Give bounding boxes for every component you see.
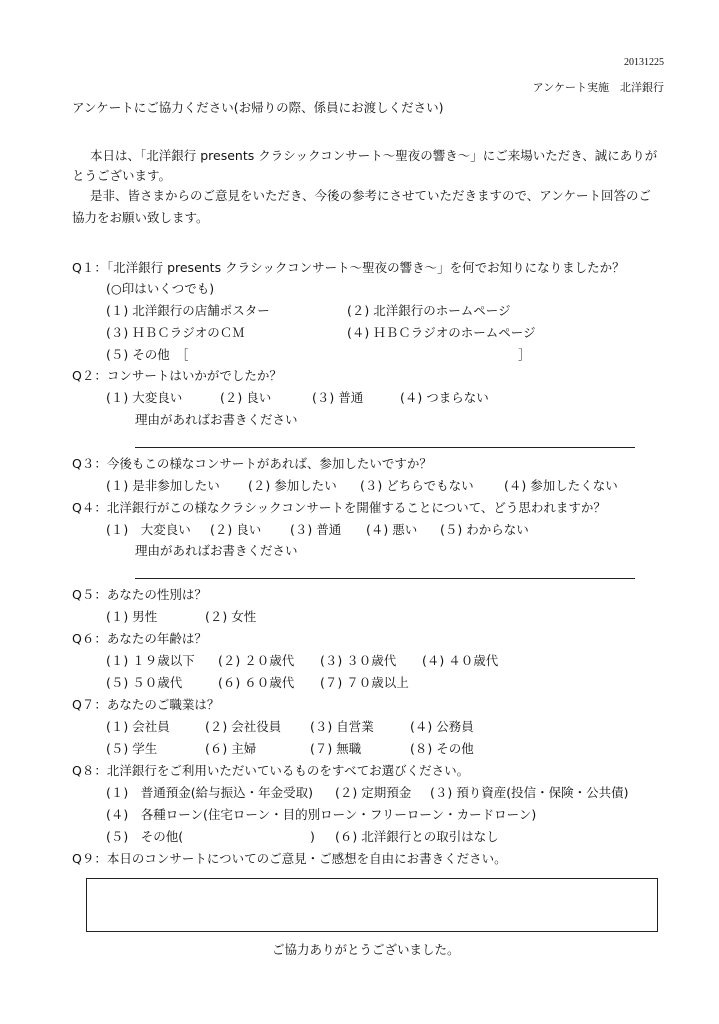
q6-option-6[interactable]: (６) ６０歳代 bbox=[218, 675, 295, 690]
q7-option-3[interactable]: (３) 自営業 bbox=[310, 719, 374, 734]
q2-option-4[interactable]: (４) つまらない bbox=[400, 390, 489, 405]
q6-question: Q６：あなたの年齢は？ bbox=[72, 631, 207, 646]
q4-option-3[interactable]: (３) 普通 bbox=[290, 522, 342, 537]
q9-question: Q９：本日のコンサートについてのご意見・ご感想を自由にお書きください。 bbox=[72, 851, 507, 866]
q6-option-7[interactable]: (７) ７０歳以上 bbox=[320, 675, 409, 690]
q1-option-2[interactable]: (２) 北洋銀行のホームページ bbox=[347, 303, 511, 318]
q3-option-4[interactable]: (４) 参加したくない bbox=[504, 478, 618, 493]
q4-option-5[interactable]: (５) わからない bbox=[440, 522, 529, 537]
intro-paragraph-2-line-1: 是非、皆さまからのご意見をいただき、今後の参考にさせていただきますので、アンケート回答のご bbox=[90, 188, 652, 203]
q8-option-5[interactable]: (５) その他( bbox=[106, 829, 184, 844]
survey-organizer: アンケート実施 北洋銀行 bbox=[532, 81, 664, 94]
q7-option-6[interactable]: (６) 主婦 bbox=[205, 741, 257, 756]
thank-you-message: ご協力ありがとうございました。 bbox=[272, 942, 460, 957]
q8-question: Q８：北洋銀行をご利用いただいているものをすべてお選びください。 bbox=[72, 763, 470, 778]
q4-question: Q４：北洋銀行がこの様なクラシックコンサートを開催することについて、どう思われますか？ bbox=[72, 500, 606, 515]
q8-option-3[interactable]: (３) 預り資産(投信・保険・公共債) bbox=[430, 785, 629, 800]
q4-reason-line[interactable] bbox=[135, 578, 635, 579]
q7-option-1[interactable]: (１) 会社員 bbox=[106, 719, 170, 734]
q8-option-6[interactable]: (６) 北洋銀行との取引はなし bbox=[335, 829, 499, 844]
q3-option-2[interactable]: (２) 参加したい bbox=[248, 478, 337, 493]
q2-option-2[interactable]: (２) 良い bbox=[220, 390, 272, 405]
q6-option-5[interactable]: (５) ５０歳代 bbox=[106, 675, 183, 690]
survey-instruction: アンケートにご協力ください(お帰りの際、係員にお渡しください) bbox=[72, 100, 444, 115]
q7-question: Q７：あなたのご職業は？ bbox=[72, 697, 220, 712]
q7-option-8[interactable]: (８) その他 bbox=[410, 741, 474, 756]
q1-option-3[interactable]: (３) ＨＢＣラジオのＣＭ bbox=[106, 325, 245, 340]
q8-option-2[interactable]: (２) 定期預金 bbox=[335, 785, 412, 800]
q1-option-4[interactable]: (４) ＨＢＣラジオのホームページ bbox=[347, 325, 536, 340]
q7-option-2[interactable]: (２) 会社役員 bbox=[205, 719, 282, 734]
q7-option-5[interactable]: (５) 学生 bbox=[106, 741, 158, 756]
intro-paragraph-2-line-2: 協力をお願い致します。 bbox=[72, 210, 209, 225]
q3-option-3[interactable]: (３) どちらでもない bbox=[360, 478, 474, 493]
survey-date: 20131225 bbox=[624, 57, 664, 68]
q6-option-3[interactable]: (３) ３０歳代 bbox=[320, 653, 397, 668]
intro-paragraph-1-line-2: とうございます。 bbox=[72, 168, 172, 183]
q5-question: Q５：あなたの性別は？ bbox=[72, 587, 207, 602]
intro-paragraph-1-line-1: 本日は、「北洋銀行 presents クラシックコンサート〜聖夜の響き〜」にご来場いただき、誠にありが bbox=[90, 148, 658, 163]
q4-option-4[interactable]: (４) 悪い bbox=[366, 522, 418, 537]
q6-option-2[interactable]: (２) ２０歳代 bbox=[218, 653, 295, 668]
q1-option-5-close-bracket: ］ bbox=[518, 347, 531, 362]
q6-option-4[interactable]: (４) ４０歳代 bbox=[422, 653, 499, 668]
q5-option-2[interactable]: (２) 女性 bbox=[205, 609, 257, 624]
q1-option-5[interactable]: (５) その他 ［ bbox=[106, 347, 189, 362]
q6-option-1[interactable]: (１) １９歳以下 bbox=[106, 653, 195, 668]
q9-comment-box[interactable] bbox=[86, 878, 658, 932]
q4-option-2[interactable]: (２) 良い bbox=[210, 522, 262, 537]
q2-reason-line[interactable] bbox=[135, 447, 635, 448]
q7-option-4[interactable]: (４) 公務員 bbox=[410, 719, 474, 734]
q4-option-1[interactable]: (１) 大変良い bbox=[106, 522, 191, 537]
q4-reason-label: 理由があればお書きください bbox=[135, 543, 298, 558]
q1-option-1[interactable]: (１) 北洋銀行の店舗ポスター bbox=[106, 303, 270, 318]
q2-reason-label: 理由があればお書きください bbox=[135, 412, 298, 427]
q8-option-1[interactable]: (１) 普通預金(給与振込・年金受取) bbox=[106, 785, 314, 800]
q1-note: (○印はいくつでも) bbox=[106, 281, 215, 296]
q5-option-1[interactable]: (１) 男性 bbox=[106, 609, 158, 624]
q7-option-7[interactable]: (７) 無職 bbox=[310, 741, 362, 756]
q3-question: Q３：今後もこの様なコンサートがあれば、参加したいですか？ bbox=[72, 456, 432, 471]
q3-option-1[interactable]: (１) 是非参加したい bbox=[106, 478, 220, 493]
q1-question: Q１：「北洋銀行 presents クラシックコンサート〜聖夜の響き〜」を何でお知りになりましたか？ bbox=[72, 260, 625, 275]
q8-option-5-close-paren: ) bbox=[310, 829, 315, 844]
q2-option-1[interactable]: (１) 大変良い bbox=[106, 390, 183, 405]
q8-option-4[interactable]: (４) 各種ローン(住宅ローン・目的別ローン・フリーローン・カードローン) bbox=[106, 807, 537, 822]
q2-option-3[interactable]: (３) 普通 bbox=[312, 390, 364, 405]
q2-question: Q２：コンサートはいかがでしたか？ bbox=[72, 368, 282, 383]
